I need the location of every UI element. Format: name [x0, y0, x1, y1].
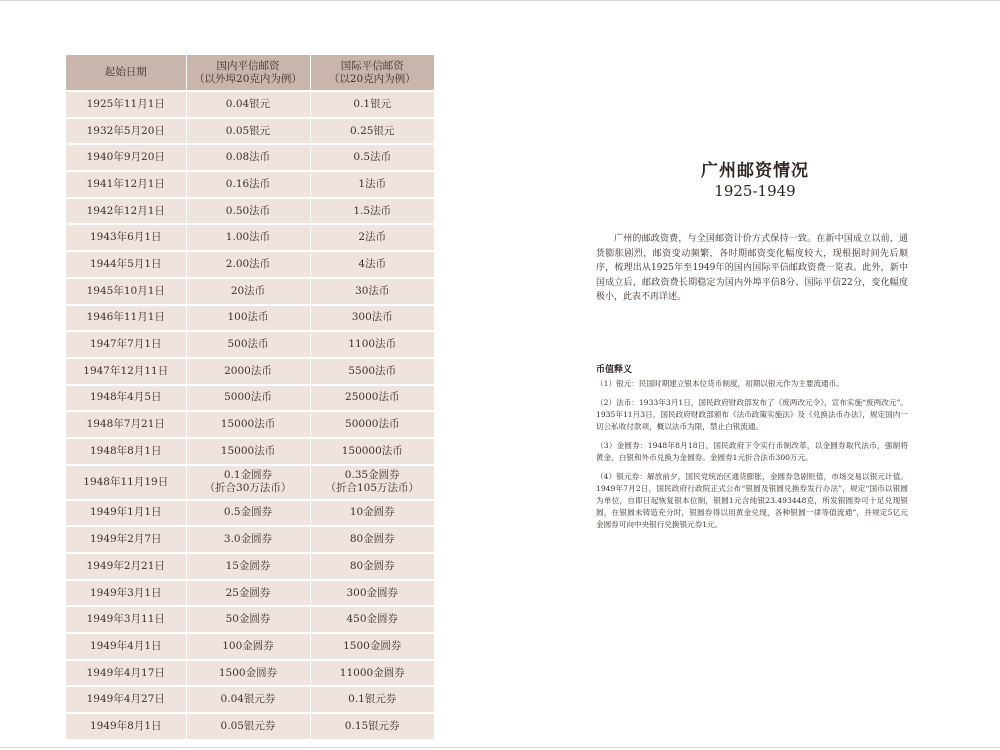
cell-date: 1943年6月1日 [66, 224, 186, 251]
cell-date: 1944年5月1日 [66, 251, 186, 278]
cell-date: 1941年12月1日 [66, 171, 186, 198]
cell-domestic: 0.05银元券 [186, 713, 310, 739]
cell-domestic: 50金圆券 [186, 606, 310, 633]
currency-notes [596, 378, 908, 538]
cell-international: 1500金圆券 [310, 633, 434, 660]
table-row [66, 526, 434, 553]
cell-international: 80金圆券 [310, 526, 434, 553]
cell-domestic: 15000法币 [186, 438, 310, 465]
table-row [66, 580, 434, 607]
cell-date: 1948年8月1日 [66, 438, 186, 465]
cell-international: 450金圆券 [310, 606, 434, 633]
table-row [66, 606, 434, 633]
table-row [66, 91, 434, 118]
table-row [66, 198, 434, 225]
cell-date: 1949年4月27日 [66, 686, 186, 713]
cell-international: 25000法币 [310, 385, 434, 412]
cell-domestic: 15000法币 [186, 411, 310, 438]
cell-domestic: 0.16法币 [186, 171, 310, 198]
cell-date: 1946年11月1日 [66, 305, 186, 332]
cell-international: 2法币 [310, 224, 434, 251]
cell-domestic: 0.05银元 [186, 118, 310, 145]
postage-rate-table [66, 55, 434, 739]
cell-date: 1925年11月1日 [66, 91, 186, 118]
cell-international: 5500法币 [310, 358, 434, 385]
table-row [66, 305, 434, 332]
cell-date: 1949年3月1日 [66, 580, 186, 607]
table-row [66, 438, 434, 465]
table-row [66, 171, 434, 198]
cell-international: 0.5法币 [310, 144, 434, 171]
cell-domestic: 1.00法币 [186, 224, 310, 251]
cell-international: 300法币 [310, 305, 434, 332]
cell-date: 1949年1月1日 [66, 500, 186, 527]
cell-date: 1932年5月20日 [66, 118, 186, 145]
cell-date: 1940年9月20日 [66, 144, 186, 171]
cell-date: 1945年10月1日 [66, 278, 186, 305]
cell-international: 0.35金圆券 （折合105万法币） [310, 465, 434, 500]
table-row [66, 144, 434, 171]
cell-domestic: 0.08法币 [186, 144, 310, 171]
table-row [66, 331, 434, 358]
header-international-rate: 国际平信邮资 （以20克内为例） [310, 55, 434, 91]
note-silver-yuan-note: （4）银元券：解放前夕，国民党统治区通货膨胀，金圆券急剧贬值，市场交易以银元计值。1949年7月2日，国民政府行政院正式公布“银圆及银圆兑换券发行办法”，规定“国币以银圆为单位，自即日起恢复银本位制，银圆1元含纯银23.493448克，所发银圆券可十足兑现银圆，在银圆未铸造充分时，银圆券得以用黄金兑现，各种银圆一律等值流通”，并规定5亿元金圆券可向中央银行兑换银元券1元。 [596, 472, 908, 529]
cell-date: 1942年12月1日 [66, 198, 186, 225]
cell-domestic: 2000法币 [186, 358, 310, 385]
cell-date: 1947年7月1日 [66, 331, 186, 358]
cell-domestic: 20法币 [186, 278, 310, 305]
article-intro: 广州的邮政资费，与全国邮资计价方式保持一致。在新中国成立以前，通货膨胀剧烈，邮资变动频繁，各时期邮资变化幅度较大，现根据时间先后顺序，梳理出从1925年至1949年的国内国际平信邮政资费一览表。此外，新中国成立后，邮政资费长期稳定为国内外埠平信8分、国际平信22分，变化幅度极小，此表不再详述。 [596, 234, 908, 302]
article-year-range: 1925-1949 [714, 182, 796, 200]
table-row [66, 553, 434, 580]
note-silver-dollar: （1）银元：民国时期建立银本位货币制度，初期以银元作为主要流通币。 [596, 379, 844, 388]
cell-date: 1949年3月11日 [66, 606, 186, 633]
cell-date: 1948年7月21日 [66, 411, 186, 438]
cell-domestic: 25金圆券 [186, 580, 310, 607]
cell-domestic: 0.5金圆券 [186, 500, 310, 527]
cell-international: 80金圆券 [310, 553, 434, 580]
table-row [66, 500, 434, 527]
header-domestic-rate: 国内平信邮资 （以外埠20克内为例） [186, 55, 310, 91]
cell-domestic: 0.1金圆券 （折合30万法币） [186, 465, 310, 500]
cell-domestic: 15金圆券 [186, 553, 310, 580]
cell-domestic: 100金圆券 [186, 633, 310, 660]
cell-date: 1949年2月7日 [66, 526, 186, 553]
cell-international: 1.5法币 [310, 198, 434, 225]
cell-international: 300金圆券 [310, 580, 434, 607]
bottom-divider [0, 747, 1000, 748]
table-row [66, 686, 434, 713]
cell-domestic: 100法币 [186, 305, 310, 332]
table-row [66, 118, 434, 145]
cell-international: 150000法币 [310, 438, 434, 465]
cell-international: 30法币 [310, 278, 434, 305]
table-row [66, 633, 434, 660]
table-row [66, 358, 434, 385]
note-fabi: （2）法币：1933年3月1日，国民政府财政部发布了《废两改元令》，宣布实施“废两改元”。1935年11月3日，国民政府财政部颁布《法币政策实施法》及《兑换法币办法》，规定国内一切公私收付款项，概以法币为限，禁止白银流通。 [596, 398, 908, 431]
cell-date: 1949年2月21日 [66, 553, 186, 580]
table-header-row [66, 55, 434, 91]
table-row [66, 278, 434, 305]
table-row [66, 660, 434, 687]
cell-date: 1948年11月19日 [66, 465, 186, 500]
table-row [66, 385, 434, 412]
top-divider [0, 0, 1000, 1]
table-row [66, 713, 434, 739]
cell-international: 1100法币 [310, 331, 434, 358]
table-row [66, 411, 434, 438]
table-row [66, 465, 434, 500]
cell-date: 1948年4月5日 [66, 385, 186, 412]
header-start-date: 起始日期 [66, 55, 186, 91]
note-gold-yuan: （3）金圆券：1948年8月18日，国民政府下令实行币制改革，以金圆券取代法币，强制将黄金、白银和外币兑换为金圆券。金圆券1元折合法币300万元。 [596, 441, 908, 462]
cell-international: 0.1银元券 [310, 686, 434, 713]
cell-date: 1947年12月11日 [66, 358, 186, 385]
cell-international: 4法币 [310, 251, 434, 278]
cell-international: 0.25银元 [310, 118, 434, 145]
cell-international: 50000法币 [310, 411, 434, 438]
notes-heading: 币值释义 [596, 365, 633, 375]
cell-domestic: 2.00法币 [186, 251, 310, 278]
cell-domestic: 1500金圆券 [186, 660, 310, 687]
article-title: 广州邮资情况 [701, 161, 809, 181]
cell-domestic: 500法币 [186, 331, 310, 358]
cell-domestic: 3.0金圆券 [186, 526, 310, 553]
cell-international: 11000金圆券 [310, 660, 434, 687]
cell-domestic: 0.50法币 [186, 198, 310, 225]
cell-date: 1949年4月1日 [66, 633, 186, 660]
table-row [66, 251, 434, 278]
cell-international: 0.1银元 [310, 91, 434, 118]
cell-date: 1949年8月1日 [66, 713, 186, 739]
cell-date: 1949年4月17日 [66, 660, 186, 687]
table-row [66, 224, 434, 251]
cell-domestic: 0.04银元 [186, 91, 310, 118]
cell-domestic: 0.04银元券 [186, 686, 310, 713]
cell-international: 0.15银元券 [310, 713, 434, 739]
cell-domestic: 5000法币 [186, 385, 310, 412]
cell-international: 10金圆券 [310, 500, 434, 527]
cell-international: 1法币 [310, 171, 434, 198]
